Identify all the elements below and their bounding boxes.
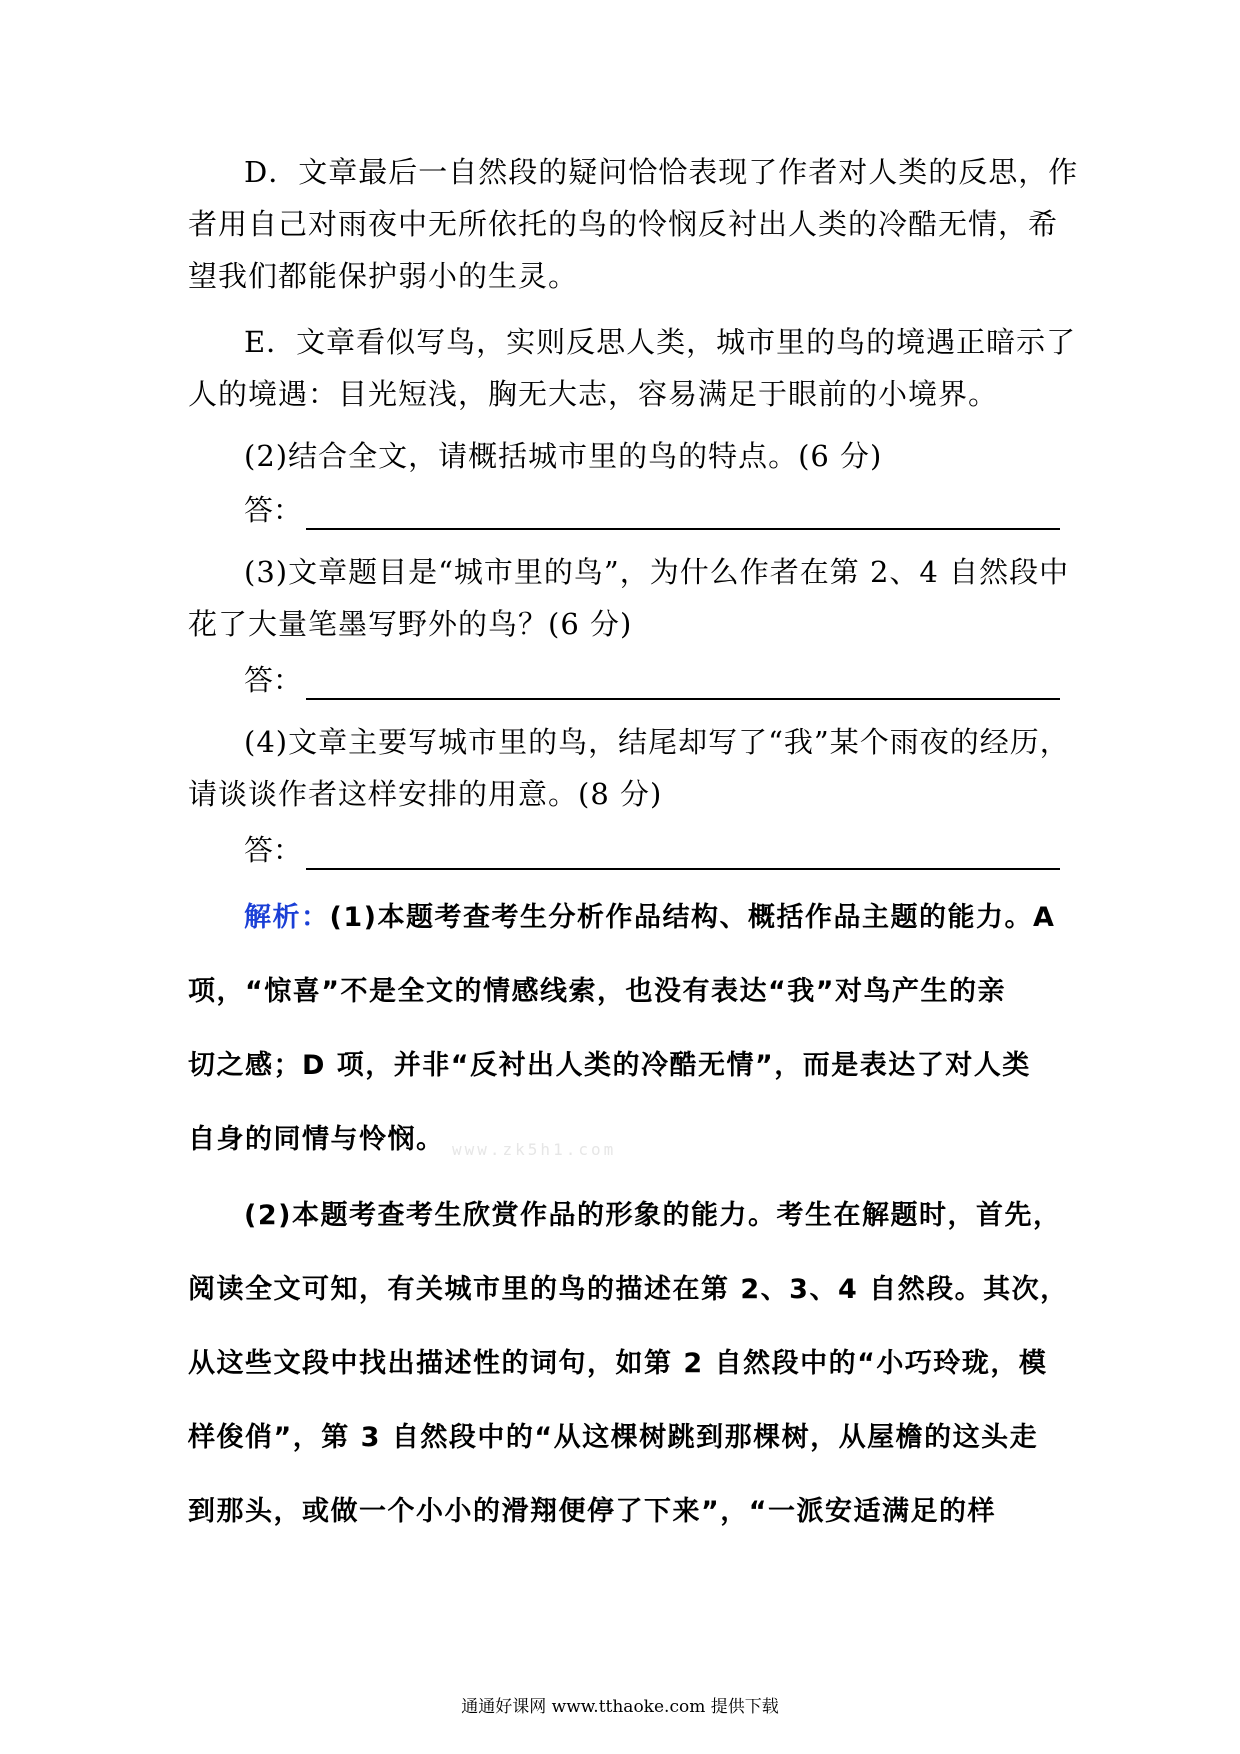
analysis-2-line-3: 从这些文段中找出描述性的词句，如第 2 自然段中的“小巧玲珑，模 [188,1348,1048,1379]
question-4-line-2: 请谈谈作者这样安排的用意。(8 分) [188,777,663,811]
question-4-line-1: (4)文章主要写城市里的鸟，结尾却写了“我”某个雨夜的经历， [244,725,1070,759]
answer-label: 答： [244,493,303,527]
answer-row-q3 [244,660,1060,700]
analysis-1-line-4: 自身的同情与怜悯。 [188,1124,445,1155]
analysis-2-line-1: (2)本题考查考生欣赏作品的形象的能力。考生在解题时，首先， [244,1200,1062,1231]
answer-blank[interactable] [306,838,1060,870]
option-d-line-1: D．文章最后一自然段的疑问恰恰表现了作者对人类的反思，作 [244,155,1079,189]
analysis-1-line-2: 项，“惊喜”不是全文的情感线索，也没有表达“我”对鸟产生的亲 [188,976,1006,1007]
watermark: www.zk5h1.com [452,1140,617,1159]
option-e-line-1: E．文章看似写鸟，实则反思人类，城市里的鸟的境遇正暗示了 [244,325,1077,359]
analysis-1-text: (1)本题考查考生分析作品结构、概括作品主题的能力。A [329,902,1056,933]
answer-row-q4 [244,830,1060,870]
question-3-line-2: 花了大量笔墨写野外的鸟？(6 分) [188,607,633,641]
question-3-line-1: (3)文章题目是“城市里的鸟”，为什么作者在第 2、4 自然段中 [244,555,1070,589]
option-d-line-3: 望我们都能保护弱小的生灵。 [188,259,579,293]
analysis-2-line-5: 到那头，或做一个小小的滑翔便停了下来”，“一派安适满足的样 [188,1496,996,1527]
analysis-1-line-1 [244,898,1060,938]
answer-blank[interactable] [306,498,1060,530]
answer-row-q2 [244,490,1060,530]
answer-label: 答： [244,833,303,867]
option-d-line-2: 者用自己对雨夜中无所依托的鸟的怜悯反衬出人类的冷酷无情，希 [188,207,1059,241]
analysis-2-line-2: 阅读全文可知，有关城市里的鸟的描述在第 2、3、4 自然段。其次， [188,1274,1069,1305]
option-e-line-2: 人的境遇：目光短浅，胸无大志，容易满足于眼前的小境界。 [188,377,999,411]
analysis-1-line-3: 切之感；D 项，并非“反衬出人类的冷酷无情”，而是表达了对人类 [188,1050,1031,1081]
analysis-tag: 解析： [244,902,330,933]
question-2: (2)结合全文，请概括城市里的鸟的特点。(6 分) [244,439,883,473]
answer-blank[interactable] [306,668,1060,700]
page-footer: 通通好课网 www.tthaoke.com 提供下载 [461,1697,779,1717]
analysis-2-line-4: 样俊俏”，第 3 自然段中的“从这棵树跳到那棵树，从屋檐的这头走 [188,1422,1039,1453]
answer-label: 答： [244,663,303,697]
